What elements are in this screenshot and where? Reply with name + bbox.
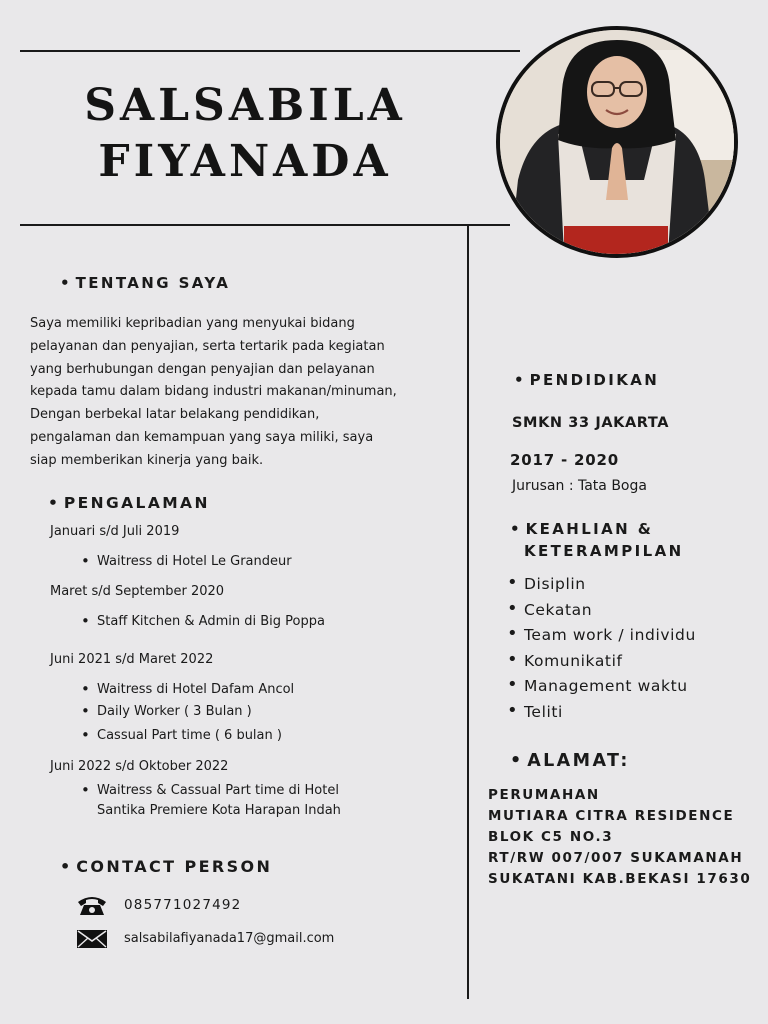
contact-heading-label: CONTACT PERSON: [76, 857, 273, 876]
name-last: FIYANADA: [98, 136, 392, 187]
address-block: [488, 785, 751, 890]
about-line: pelayanan dan penyajian, serta tertarik pada kegiatan: [30, 338, 385, 354]
column-divider: [467, 224, 469, 999]
education-major: Jurusan : Tata Boga: [512, 478, 647, 494]
experience-item: • Waitress & Cassual Part time di Hotel: [97, 783, 339, 798]
experience-item: • Waitress di Hotel Dafam Ancol: [97, 682, 294, 697]
header-bottom-divider: [20, 224, 510, 226]
telephone-icon: [76, 894, 108, 920]
address-heading: [510, 751, 630, 771]
education-heading-label: PENDIDIKAN: [529, 371, 660, 389]
skill-item: • Team work / individu: [524, 626, 696, 644]
about-line: yang berhubungan dengan penyajian dan pelayanan: [30, 361, 375, 377]
skill-item: • Teliti: [524, 703, 563, 721]
experience-heading: [48, 494, 210, 512]
experience-item-continuation: Santika Premiere Kota Harapan Indah: [97, 803, 341, 818]
experience-heading-label: PENGALAMAN: [63, 494, 210, 512]
heading-bullet: •: [510, 751, 522, 771]
experience-item: • Staff Kitchen & Admin di Big Poppa: [97, 614, 325, 629]
heading-bullet: •: [60, 857, 71, 876]
experience-period: Juni 2021 s/d Maret 2022: [50, 652, 214, 667]
experience-item: • Daily Worker ( 3 Bulan ): [97, 704, 252, 719]
about-heading-label: TENTANG SAYA: [75, 274, 231, 292]
name-first: SALSABILA: [84, 80, 406, 131]
experience-period: Maret s/d September 2020: [50, 584, 225, 599]
experience-item: • Cassual Part time ( 6 bulan ): [97, 728, 282, 743]
experience-item: • Waitress di Hotel Le Grandeur: [97, 554, 292, 569]
heading-bullet: •: [510, 520, 520, 538]
about-line: Saya memiliki kepribadian yang menyukai bidang: [30, 316, 355, 331]
skills-heading-line1: KEAHLIAN &: [525, 520, 654, 538]
skill-item: • Disiplin: [524, 575, 586, 593]
about-line: Dengan berbekal latar belakang pendidikan,: [30, 407, 320, 423]
education-school: SMKN 33 JAKARTA: [512, 415, 670, 431]
about-line: pengalaman dan kemampuan yang saya miliki, saya: [30, 429, 374, 445]
skills-heading: [510, 520, 653, 538]
address-line: MUTIARA CITRA RESIDENCE: [488, 808, 735, 824]
profile-photo: [496, 26, 738, 258]
education-heading: [514, 371, 659, 389]
education-years: 2017 - 2020: [510, 451, 619, 469]
address-line: BLOK C5 NO.3: [488, 829, 614, 845]
contact-email[interactable]: salsabilafiyanada17@gmail.com: [124, 931, 335, 946]
skill-item: • Management waktu: [524, 677, 688, 695]
address-line: PERUMAHAN: [488, 787, 600, 803]
top-divider: [20, 50, 520, 52]
envelope-icon: [76, 929, 108, 953]
skill-item: • Komunikatif: [524, 652, 623, 670]
skills-heading-line2: KETERAMPILAN: [524, 542, 684, 560]
contact-phone[interactable]: 085771027492: [124, 897, 242, 913]
heading-bullet: •: [514, 371, 524, 389]
heading-bullet: •: [60, 274, 70, 292]
profile-photo-illustration: [500, 30, 734, 254]
address-heading-label: ALAMAT:: [527, 751, 630, 771]
about-line: siap memberikan kinerja yang baik.: [30, 452, 264, 468]
heading-bullet: •: [48, 494, 58, 512]
about-heading: [60, 274, 230, 292]
address-line: RT/RW 007/007 SUKAMANAH: [488, 850, 744, 866]
about-line: kepada tamu dalam bidang industri makanan/minuman,: [30, 384, 397, 400]
skill-item: • Cekatan: [524, 601, 592, 619]
contact-heading: [60, 857, 272, 876]
experience-period: Januari s/d Juli 2019: [50, 524, 180, 539]
about-paragraph: [30, 313, 397, 473]
address-line: SUKATANI KAB.BEKASI 17630: [488, 871, 752, 887]
experience-period: Juni 2022 s/d Oktober 2022: [50, 759, 229, 774]
